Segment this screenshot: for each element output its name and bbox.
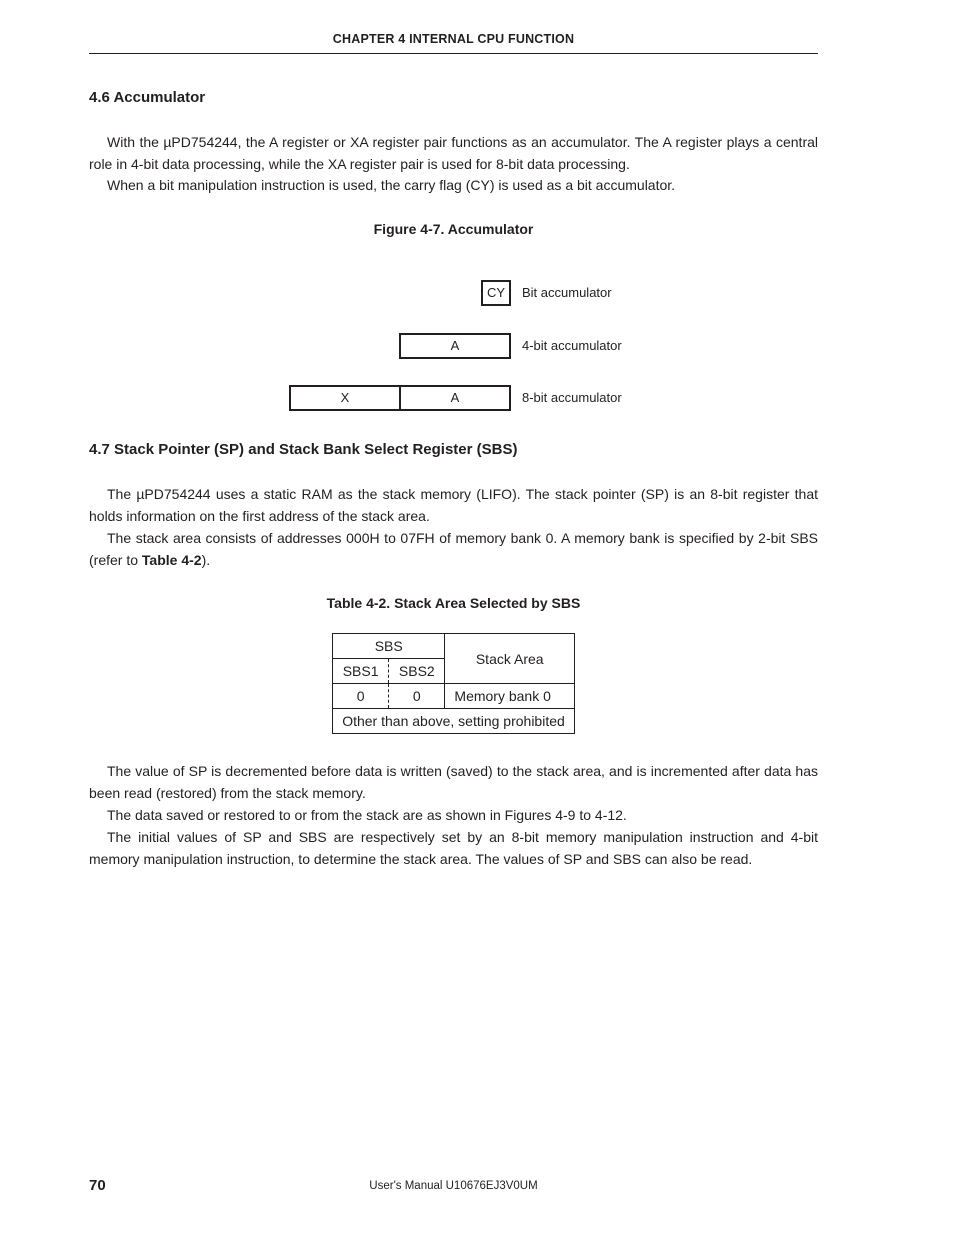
sbs1-header: SBS1 <box>333 659 389 684</box>
table-4-2-caption: Table 4-2. Stack Area Selected by SBS <box>326 595 581 611</box>
manual-id: User's Manual U10676EJ3V0UM <box>369 1180 538 1192</box>
a-register-8bit-box: A <box>399 385 511 411</box>
section-4-7-para-1-text: The µPD754244 uses a static RAM as the stack memory (LIFO). The stack pointer (SP) is an 8-bit register that holds information on the first address of the stack area. <box>89 486 818 524</box>
bit-accumulator-label: Bit accumulator <box>522 285 612 300</box>
section-4-7-heading: 4.7 Stack Pointer (SP) and Stack Bank Select Register (SBS) <box>89 441 518 458</box>
section-4-7-para-2-text: The stack area consists of addresses 000H to 07FH of memory bank 0. A memory bank is specified by 2-bit SBS (refer to <box>89 530 818 568</box>
8bit-accumulator-label: 8-bit accumulator <box>522 390 622 405</box>
table-header-row <box>333 634 575 659</box>
section-4-6-heading: 4.6 Accumulator <box>89 89 206 106</box>
figure-4-7-caption: Figure 4-7. Accumulator <box>373 221 534 237</box>
sbs1-value: 0 <box>333 684 389 709</box>
section-4-7-para-4 <box>89 804 818 826</box>
section-4-6-para-2-text: When a bit manipulation instruction is used, the carry flag (CY) is used as a bit accumulator. <box>107 177 676 193</box>
section-4-6-para-1 <box>89 131 818 175</box>
4bit-accumulator-label: 4-bit accumulator <box>522 338 622 353</box>
cy-register-box: CY <box>481 280 511 306</box>
stack-area-table <box>332 633 575 734</box>
section-4-7-para-2 <box>89 527 818 571</box>
x-register-box: X <box>289 385 401 411</box>
stack-area-header: Stack Area <box>445 634 575 684</box>
section-4-6-para-2 <box>89 174 818 196</box>
table-row <box>333 684 575 709</box>
section-4-7-para-1 <box>89 483 818 527</box>
a-register-4bit-box: A <box>399 333 511 359</box>
table-4-2-reference: Table 4-2 <box>141 552 202 568</box>
section-4-7-para-5-text: The initial values of SP and SBS are respectively set by an 8-bit memory manipulation instruction and 4-bit memory manipulation instruction, to determine the stack area. The values of SP and SBS can also be read. <box>89 829 818 867</box>
section-4-7-para-3-text: The value of SP is decremented before data is written (saved) to the stack area, and is incremented after data has been read (restored) from the stack memory. <box>89 763 818 801</box>
prohibited-cell: Other than above, setting prohibited <box>333 709 575 734</box>
sbs-header: SBS <box>333 634 445 659</box>
table-row <box>333 709 575 734</box>
header-rule <box>89 53 818 54</box>
chapter-header: CHAPTER 4 INTERNAL CPU FUNCTION <box>332 32 575 46</box>
sbs2-header: SBS2 <box>389 659 445 684</box>
section-4-7-para-2-end: ). <box>201 552 211 568</box>
section-4-7-para-4-text: The data saved or restored to or from the stack are as shown in Figures 4-9 to 4-12. <box>107 807 627 823</box>
section-4-6-para-1-text: With the µPD754244, the A register or XA register pair functions as an accumulator. The A register plays a central role in 4-bit data processing, while the XA register pair is used for 8-bit data processing. <box>89 134 818 172</box>
sbs2-value: 0 <box>389 684 445 709</box>
section-4-7-para-5 <box>89 826 818 870</box>
page-number: 70 <box>89 1177 106 1194</box>
memory-bank-cell: Memory bank 0 <box>445 684 575 709</box>
section-4-7-para-3 <box>89 760 818 804</box>
